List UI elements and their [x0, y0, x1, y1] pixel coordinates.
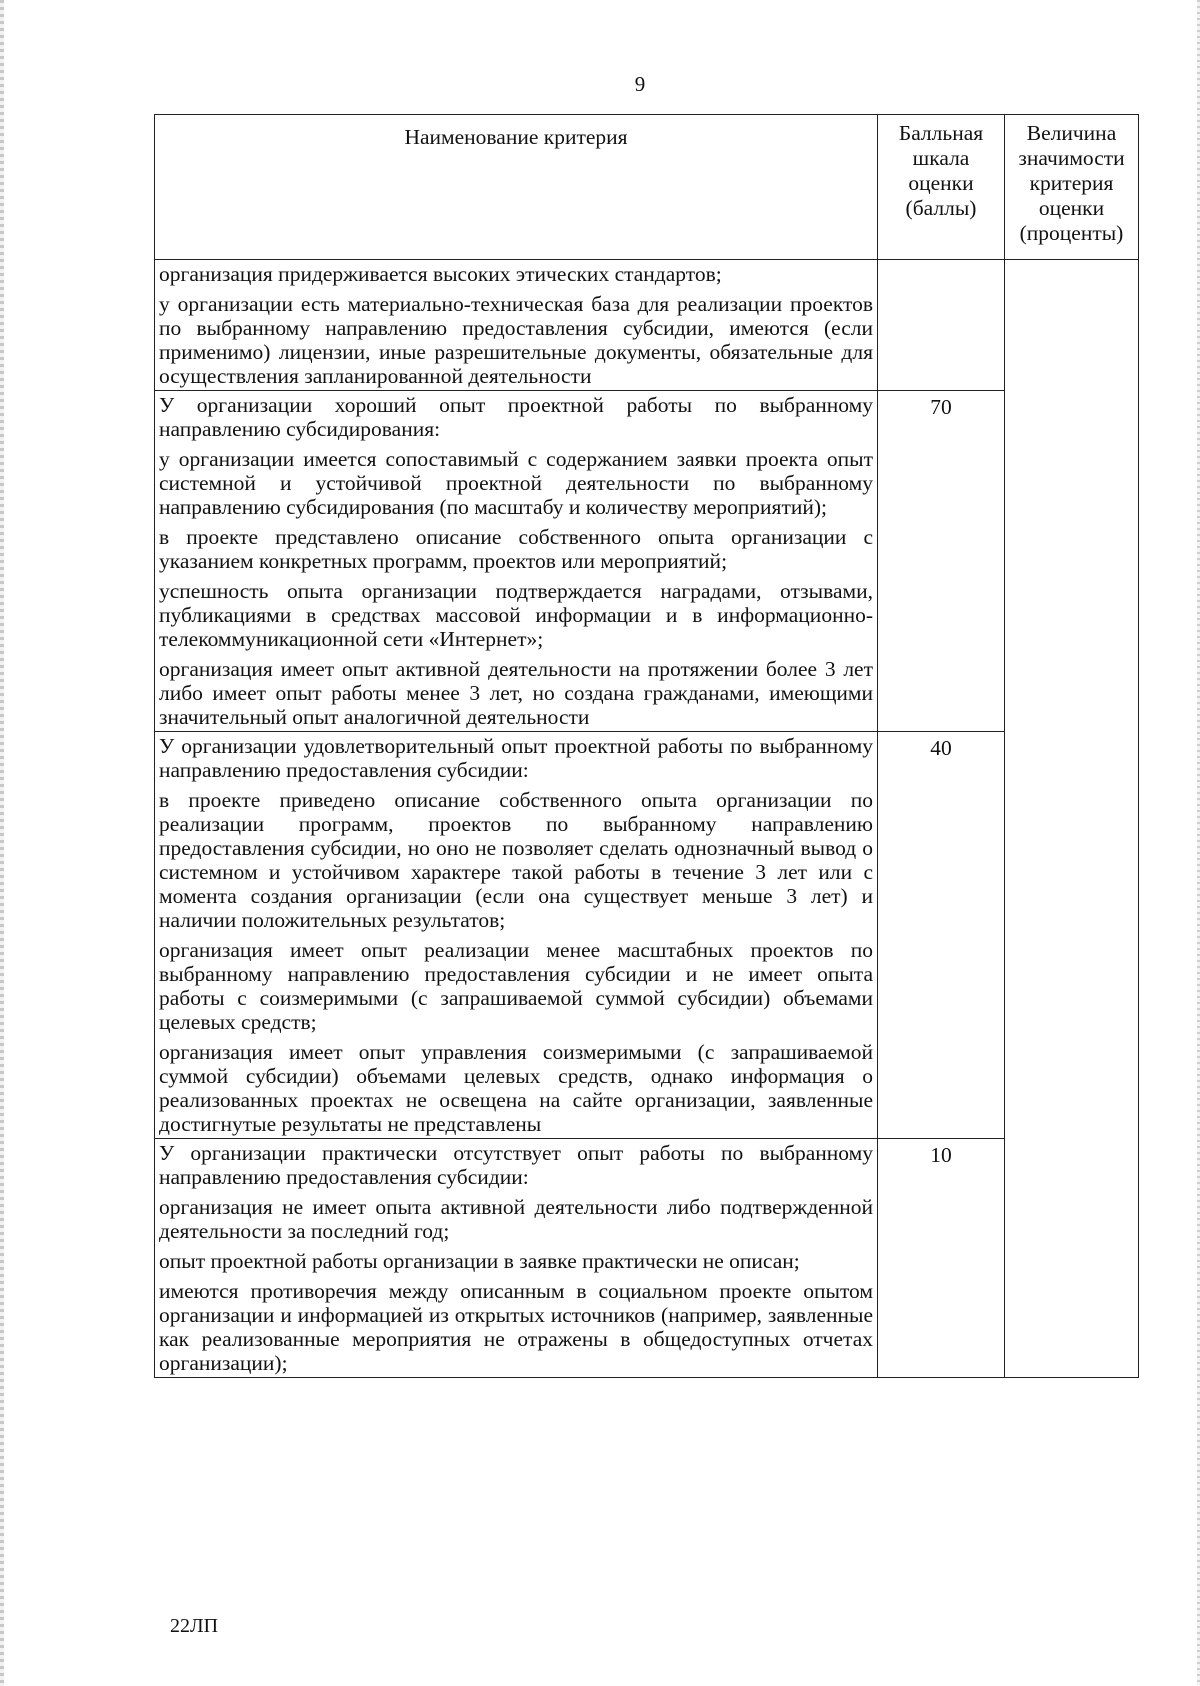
header-weight-line: значимости: [1018, 146, 1125, 170]
header-criterion-name: [155, 115, 878, 260]
criterion-cell: [155, 391, 878, 732]
criterion-paragraph: У организации удовлетворительный опыт проектной работы по выбранному направлению предоставления субсидии:: [159, 734, 873, 782]
header-score-line: оценки: [908, 171, 974, 195]
table-row: [155, 260, 1139, 391]
table-row: [155, 1139, 1139, 1378]
header-weight-line: оценки: [1038, 196, 1105, 220]
criterion-paragraph: в проекте приведено описание собственного опыта организации по реализации программ, проектов по выбранному направлению предоставления субсидии, но оно не позволяет сделать однозначный вывод о системном и устойчивом характере такой работы в течение 3 лет или с момента создания организации (если она существует меньше 3 лет) и наличии положительных результатов;: [159, 788, 873, 932]
criterion-paragraph: у организации имеется сопоставимый с содержанием заявки проекта опыт системной и устойчивой проектной деятельности по выбранному направлению субсидирования (по масштабу и количеству мероприятий);: [159, 447, 873, 519]
header-score-line: Балльная: [898, 121, 984, 145]
criteria-table: [154, 114, 1139, 1378]
criterion-paragraph: организация имеет опыт реализации менее масштабных проектов по выбранному направлению предоставления субсидии и не имеет опыта работы с соизмеримыми (с запрашиваемой суммой субсидии) объемами целевых средств;: [159, 938, 873, 1034]
header-score-scale: [878, 115, 1005, 260]
criterion-paragraph: У организации хороший опыт проектной работы по выбранному направлению субсидирования:: [159, 393, 873, 441]
table-row: [155, 391, 1139, 732]
weight-cell: [1005, 260, 1139, 1378]
score-cell: 70: [878, 391, 1005, 732]
score-cell: [878, 260, 1005, 391]
score-cell: 40: [878, 732, 1005, 1139]
criterion-paragraph: в проекте представлено описание собственного опыта организации с указанием конкретных программ, проектов или мероприятий;: [159, 525, 873, 573]
criterion-paragraph: организация придерживается высоких этических стандартов;: [159, 262, 722, 286]
header-weight-line: критерия: [1029, 171, 1114, 195]
document-footer-code: 22ЛП: [170, 1615, 219, 1637]
criterion-paragraph: имеются противоречия между описанным в социальном проекте опытом организации и информацией из открытых источников (например, заявленные как реализованные мероприятия не отражены в общедоступных отчетах организации);: [159, 1279, 873, 1375]
criterion-cell: [155, 1139, 878, 1378]
criterion-cell: [155, 260, 878, 391]
header-weight-line: Величина: [1026, 121, 1117, 145]
criterion-paragraph: успешность опыта организации подтверждается наградами, отзывами, публикациями в средствах массовой информации и в информационно-телекоммуникационной сети «Интернет»;: [159, 579, 873, 651]
score-cell: 10: [878, 1139, 1005, 1378]
header-weight: [1005, 115, 1139, 260]
criterion-cell: [155, 732, 878, 1139]
header-score-line: шкала: [912, 146, 970, 170]
criterion-paragraph: организация имеет опыт активной деятельности на протяжении более 3 лет либо имеет опыт работы менее 3 лет, но создана гражданами, имеющими значительный опыт аналогичной деятельности: [159, 657, 873, 729]
criterion-paragraph: организация не имеет опыта активной деятельности либо подтвержденной деятельности за последний год;: [159, 1195, 873, 1243]
header-criterion-name-text: Наименование критерия: [404, 125, 628, 149]
header-weight-line: (проценты): [1019, 221, 1124, 245]
criterion-paragraph: у организации есть материально-техническая база для реализации проектов по выбранному направлению предоставления субсидии, имеются (если применимо) лицензии, иные разрешительные документы, обязательные для осуществления запланированной деятельности: [159, 292, 873, 388]
header-score-line: (баллы): [905, 196, 977, 220]
criterion-paragraph: опыт проектной работы организации в заявке практически не описан;: [159, 1249, 800, 1273]
criterion-paragraph: организация имеет опыт управления соизмеримыми (с запрашиваемой суммой субсидии) объемами целевых средств, однако информация о реализованных проектах не освещена на сайте организации, заявленные достигнутые результаты не представлены: [159, 1040, 873, 1136]
criterion-paragraph: У организации практически отсутствует опыт работы по выбранному направлению предоставления субсидии:: [159, 1141, 873, 1189]
table-header-row: [155, 115, 1139, 260]
scan-edge-left: [0, 0, 4, 1686]
table-row: [155, 732, 1139, 1139]
page-number: 9: [634, 72, 646, 96]
